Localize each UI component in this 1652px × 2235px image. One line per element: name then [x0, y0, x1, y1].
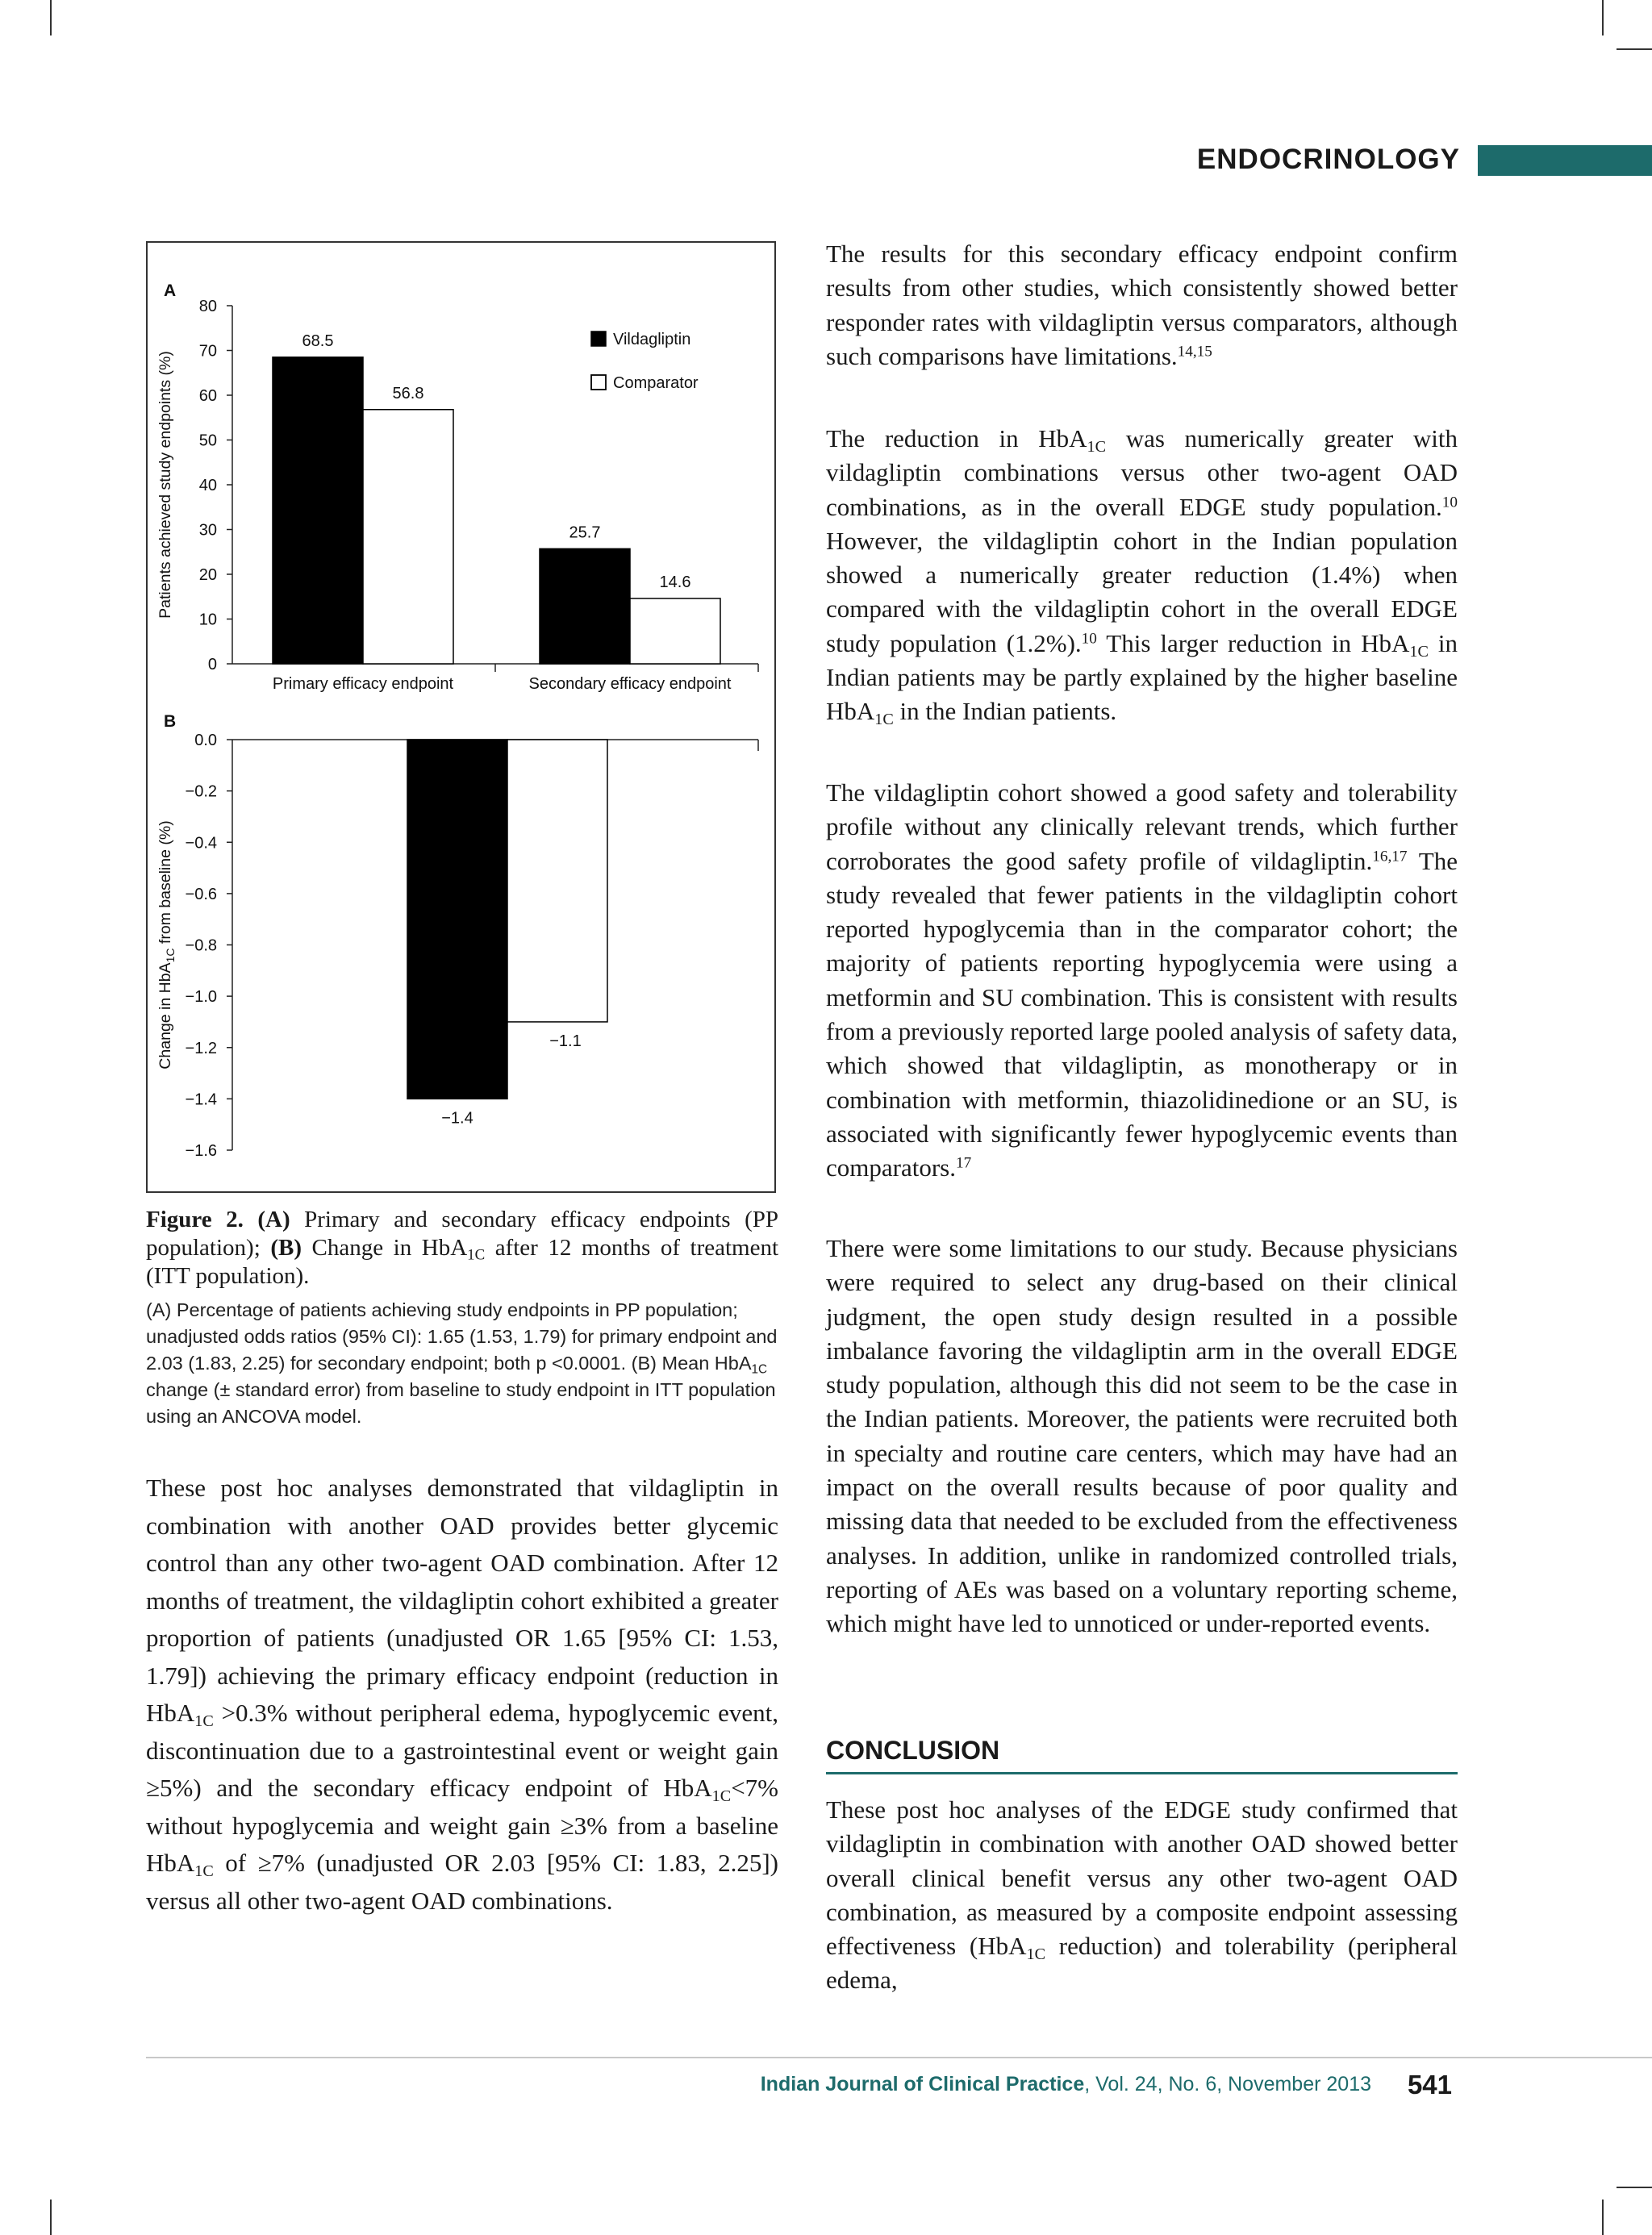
- crop-mark: [1617, 48, 1652, 50]
- body-paragraph: The results for this secondary efficacy endpoint confirm results from other studies, which consistently showed better responder rates with vildagliptin versus comparators, although such comparisons have limitations.$^{14,15}$: [826, 240, 1458, 370]
- footer-rule: [146, 2057, 1652, 2058]
- legend-swatch-vildagliptin: [591, 331, 606, 346]
- y-tick-label: 50: [198, 432, 217, 450]
- bar-vildagliptin-secondary: [540, 548, 630, 664]
- y-tick-label: 20: [198, 566, 217, 584]
- panel-label: A: [164, 281, 177, 300]
- caption-a-marker: (A): [257, 1207, 290, 1232]
- crop-mark: [50, 0, 52, 35]
- figure-chart: [148, 243, 774, 1191]
- caption-label: Figure 2.: [146, 1207, 244, 1232]
- caption-a-text: Primary and secondary efficacy endpoints (PP population);: [146, 1207, 778, 1261]
- body-paragraph: The vildagliptin cohort showed a good safety and tolerability profile without any clinically relevant trends, which further corroborates the good safety profile of vildagliptin.$^{16,17}$ The study revealed that fewer patients in the vildagliptin cohort reported hypoglycemia than in the comparator cohort; the majority of patients reporting hypoglycemia were using a metformin and SU combination. This is consistent with results from a previously reported large pooled analysis of safety data, which showed that vildagliptin, as monotherapy or in combination with metformin, thiazolidinedione or an SU, is associated with significantly fewer hypoglycemic events than comparators.$^{17}$: [826, 778, 1458, 1182]
- y-tick-label: −1.4: [185, 1090, 217, 1109]
- figure-frame: [146, 241, 776, 1193]
- bar-vildagliptin-primary: [273, 357, 363, 664]
- y-tick-label: −0.6: [185, 885, 217, 903]
- y-tick-label: 40: [198, 477, 217, 494]
- journal-name: Indian Journal of Clinical Practice: [760, 2073, 1085, 2095]
- y-tick-label: 0: [207, 656, 217, 673]
- y-tick-label: 30: [198, 521, 217, 540]
- legend-swatch-comparator: [591, 375, 606, 390]
- bar-vildagliptin-hba1c: [407, 740, 507, 1099]
- page-number: 541: [1407, 2070, 1452, 2099]
- footer-citation: [726, 2073, 1371, 2096]
- section-title: ENDOCRINOLOGY: [1196, 144, 1460, 175]
- data-label: −1.1: [549, 1032, 582, 1050]
- y-tick-label: 10: [198, 611, 217, 629]
- body-paragraph: There were some limitations to our study. Because physicians were required to select any drug-based on their clinical judgment, the open study design resulted in a possible imbalance favoring the vildagliptin arm in the overall EDGE study population, although this did not seem to be the case in the Indian patients. Moreover, the patients were recruited both in specialty and routine care centers, which may have had an impact on the overall results because of poor quality and missing data that needed to be excluded from the effectiveness analyses. In addition, unlike in randomized controlled trials, reporting of AEs was based on a voluntary reporting scheme, which might have led to unnoticed or under-reported events.: [826, 1234, 1458, 1638]
- y-tick-label: −1.6: [185, 1142, 217, 1160]
- caption-b-text: Change in HbA$_{1C}$ after 12 months of treatment (ITT population).: [146, 1235, 779, 1289]
- legend-label: Vildagliptin: [613, 331, 691, 348]
- y-tick-label: 0.0: [194, 732, 217, 749]
- crop-mark: [1602, 2200, 1604, 2235]
- bar-comparator-hba1c: [507, 740, 607, 1022]
- bar-comparator-primary: [363, 410, 453, 664]
- caption-b-marker: (B): [270, 1235, 302, 1261]
- y-tick-label: −1.2: [185, 1039, 217, 1057]
- section-color-bar: [1478, 145, 1652, 176]
- y-axis-label: Patients achieved study endpoints (%): [156, 351, 174, 619]
- data-label: 56.8: [392, 384, 424, 402]
- x-category-label: Secondary efficacy endpoint: [528, 675, 732, 693]
- y-tick-label: 60: [198, 387, 217, 405]
- data-label: 68.5: [302, 331, 334, 350]
- data-label: −1.4: [441, 1109, 473, 1128]
- panel-label: B: [164, 712, 177, 731]
- figure-caption: [146, 1206, 778, 1291]
- conclusion-heading: CONCLUSION: [826, 1736, 1458, 1774]
- body-paragraph: These post hoc analyses of the EDGE study confirmed that vildagliptin in combination with another OAD showed better overall clinical benefit versus any other two-agent OAD combination, as measured by a composite endpoint assessing effectiveness (HbA$_{1C}$ reduction) and tolerability (peripheral edema,: [826, 1795, 1458, 1995]
- y-axis-label: Change in HbA$_{1C}$ from baseline (%): [156, 820, 177, 1070]
- y-tick-label: 70: [198, 342, 217, 361]
- y-tick-label: −0.2: [185, 782, 217, 801]
- figure-note: (A) Percentage of patients achieving study endpoints in PP population; unadjusted odds ratios (95% CI): 1.65 (1.53, 1.79) for primary endpoint and 2.03 (1.83, 2.25) for secondary endpoint; both p <0.0001. (B) Mean HbA$_{1C}$ change (± standard error) from baseline to study endpoint in ITT population using an ANCOVA model.: [146, 1299, 778, 1427]
- y-tick-label: −0.8: [185, 936, 217, 955]
- crop-mark: [1617, 2187, 1652, 2188]
- x-category-label: Primary efficacy endpoint: [272, 675, 454, 693]
- bar-comparator-secondary: [630, 598, 720, 664]
- data-label: 14.6: [659, 573, 691, 591]
- body-paragraph: The reduction in HbA$_{1C}$ was numerically greater with vildagliptin combinations versus other two-agent OAD combinations, as in the overall EDGE study population.$^{10}$ However, the vildagliptin cohort in the Indian population showed a numerically greater reduction (1.4%) when compared with the vildagliptin cohort in the overall EDGE study population (1.2%).$^{10}$ This larger reduction in HbA$_{1C}$ in Indian patients may be partly explained by the higher baseline HbA$_{1C}$ in the Indian patients.: [826, 424, 1458, 729]
- body-paragraph: These post hoc analyses demonstrated that vildagliptin in combination with another OAD provides better glycemic control than any other two-agent OAD combination. After 12 months of treatment, the vildagliptin cohort exhibited a greater proportion of patients (unadjusted OR 1.65 [95% CI: 1.53, 1.79]) achieving the primary efficacy endpoint (reduction in HbA$_{1C}$ >0.3% without peripheral edema, hypoglycemic event, discontinuation due to a gastrointestinal event or weight gain ≥5%) and the secondary efficacy endpoint of HbA$_{1C}$<7% without hypoglycemia and weight gain ≥3% from a baseline HbA$_{1C}$ of ≥7% (unadjusted OR 2.03 [95% CI: 1.83, 2.25]) versus all other two-agent OAD combinations.: [146, 1474, 778, 1915]
- legend-label: Comparator: [613, 374, 699, 392]
- y-tick-label: 80: [198, 298, 217, 315]
- y-tick-label: −1.0: [185, 988, 217, 1007]
- data-label: 25.7: [569, 523, 601, 542]
- crop-mark: [50, 2200, 52, 2235]
- y-tick-label: −0.4: [185, 834, 217, 853]
- journal-issue: , Vol. 24, No. 6, November 2013: [1084, 2073, 1371, 2095]
- crop-mark: [1602, 0, 1604, 35]
